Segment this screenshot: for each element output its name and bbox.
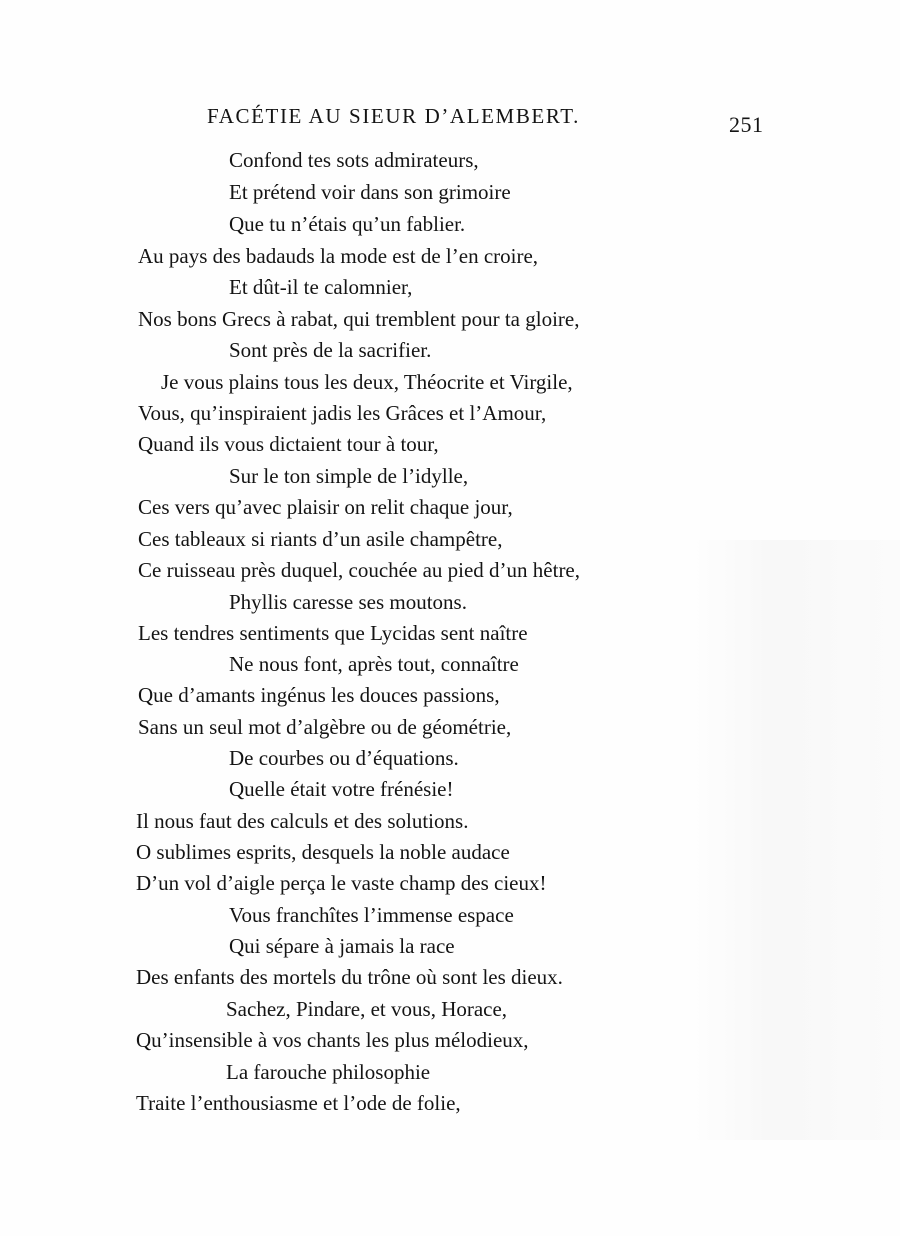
verse-line: Et dût-il te calomnier, (229, 275, 413, 299)
verse-line: Confond tes sots admirateurs, (229, 148, 479, 172)
verse-line: Traite l’enthousiasme et l’ode de folie, (136, 1091, 461, 1115)
verse-line: Sachez, Pindare, et vous, Horace, (226, 997, 508, 1021)
verse-line: O sublimes esprits, desquels la noble audace (136, 840, 510, 864)
verse-line: Il nous faut des calculs et des solutions. (136, 809, 469, 833)
verse-line: Nos bons Grecs à rabat, qui tremblent pour ta gloire, (138, 307, 580, 331)
verse-line: Ne nous font, après tout, connaître (229, 652, 519, 676)
verse-line: Vous franchîtes l’immense espace (229, 903, 514, 927)
verse-line: La farouche philosophie (226, 1060, 431, 1084)
page-number: 251 (729, 112, 764, 137)
verse-line: Au pays des badauds la mode est de l’en croire, (138, 244, 539, 268)
verse-line: Sont près de la sacrifier. (229, 338, 432, 362)
verse-line: Que tu n’étais qu’un fablier. (229, 212, 466, 236)
verse-line: Que d’amants ingénus les douces passions, (138, 683, 500, 707)
verse-line: De courbes ou d’équations. (229, 746, 459, 770)
verse-line: Des enfants des mortels du trône où sont les dieux. (136, 965, 563, 989)
verse-line: Quand ils vous dictaient tour à tour, (138, 432, 439, 456)
verse-line: Qui sépare à jamais la race (229, 934, 455, 958)
verse-line: D’un vol d’aigle perça le vaste champ des cieux! (136, 871, 547, 895)
verse-line: Quelle était votre frénésie! (229, 777, 454, 801)
verse-line: Et prétend voir dans son grimoire (229, 180, 511, 204)
verse-line: Sur le ton simple de l’idylle, (229, 464, 469, 488)
verse-line: Qu’insensible à vos chants les plus mélodieux, (136, 1028, 529, 1052)
verse-line: Ces tableaux si riants d’un asile champêtre, (138, 527, 503, 551)
verse-line: Ces vers qu’avec plaisir on relit chaque jour, (138, 495, 513, 519)
verse-line: Phyllis caresse ses moutons. (229, 590, 467, 614)
verse-line: Vous, qu’inspiraient jadis les Grâces et l’Amour, (138, 401, 547, 425)
verse-line: Les tendres sentiments que Lycidas sent naître (138, 621, 528, 645)
verse-line: Ce ruisseau près duquel, couchée au pied d’un hêtre, (138, 558, 581, 582)
verse-line: Je vous plains tous les deux, Théocrite et Virgile, (161, 370, 573, 394)
running-head: FACÉTIE AU SIEUR D’ALEMBERT. (207, 104, 580, 128)
verse-line: Sans un seul mot d’algèbre ou de géométrie, (138, 715, 512, 739)
